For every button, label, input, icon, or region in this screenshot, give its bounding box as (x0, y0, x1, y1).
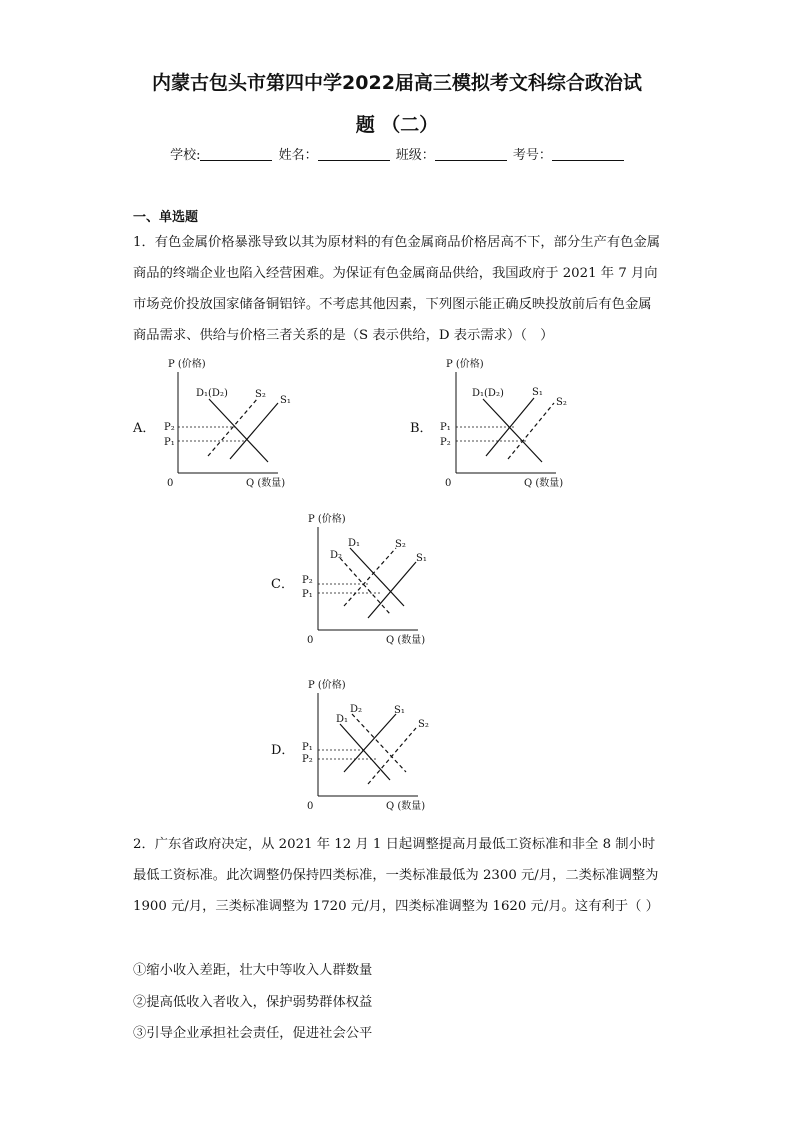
supply-label-s1: S₁ (416, 553, 427, 564)
id-blank[interactable] (552, 147, 624, 161)
demand-label-d1: D₁ (336, 714, 349, 725)
supply-label-s2: S₂ (556, 397, 567, 408)
supply-label-s2: S₂ (255, 389, 266, 400)
name-label: 姓名： (278, 148, 318, 163)
student-info-row (0, 144, 794, 163)
exam-title-line1: 内蒙古包头市第四中学2022届高三模拟考文科综合政治试 (152, 72, 642, 94)
school-blank[interactable] (200, 147, 272, 161)
option-b-letter[interactable]: B． (410, 421, 433, 436)
lower-price-label: P₂ (302, 754, 313, 765)
origin-label: 0 (167, 478, 174, 489)
upper-price-label: P₁ (302, 742, 313, 753)
option-a-graph (160, 355, 300, 490)
lower-price-label: P₁ (164, 437, 175, 448)
demand-label: D₁(D₂) (472, 388, 504, 399)
supply-curve-s1 (368, 562, 416, 618)
school-label: 学校: (170, 148, 201, 163)
origin-label: 0 (307, 801, 314, 812)
demand-label-d1: D₁ (348, 538, 361, 549)
option-d-graph (298, 676, 438, 811)
option-c-letter[interactable]: C． (271, 577, 294, 592)
section-heading: 一、单选题 (133, 210, 199, 225)
y-axis-label: P (价格) (168, 359, 206, 370)
question-2-text: 2．广东省政府决定，从 2021 年 12 月 1 日起调整提高月最低工资标准和非全 8 制小时最低工资标准。此次调整仍保持四类标准，一类标准最低为 2300 元/月，二类标准调整为 1900 元/月，三类标准调整为 1720 元/月，四类标准调整为 1620 元/月。这有利于（ ） (133, 837, 659, 914)
q2-option-3[interactable]: ③引导企业承担社会责任，促进社会公平 (133, 1026, 373, 1041)
id-label: 考号： (512, 148, 552, 163)
demand-label-d2: D₂ (350, 704, 363, 715)
supply-curve-s1 (230, 403, 278, 459)
supply-label-s1: S₁ (394, 705, 405, 716)
demand-curve-d1 (350, 548, 404, 606)
q2-option-1[interactable]: ①缩小收入差距，壮大中等收入人群数量 (133, 963, 373, 978)
origin-label: 0 (445, 478, 452, 489)
upper-price-label: P₁ (440, 422, 451, 433)
x-axis-label: Q (数量) (246, 478, 286, 489)
lower-price-label: P₂ (440, 437, 451, 448)
option-a-letter[interactable]: A． (133, 421, 156, 436)
demand-label-d2: D₂ (330, 550, 343, 561)
demand-curve-d1 (340, 724, 390, 780)
supply-label-s1: S₁ (532, 387, 543, 398)
question-1-text: 1．有色金属价格暴涨导致以其为原材料的有色金属商品价格居高不下，部分生产有色金属商品的终端企业也陷入经营困难。为保证有色金属商品供给，我国政府于 2021 年 7 月向市场竞价投放国家储备铜铝锌。不考虑其他因素，下列图示能正确反映投放前后有色金属商品需求、供给与价格三者关系的是（S 表示供给，D 表示需求）（ ） (133, 235, 661, 343)
supply-curve-s2 (344, 548, 396, 606)
option-c-graph (298, 510, 438, 645)
supply-label-s2: S₂ (395, 539, 406, 550)
x-axis-label: Q (数量) (524, 478, 564, 489)
demand-curve-d2 (340, 558, 390, 614)
x-axis-label: Q (数量) (386, 801, 426, 812)
supply-curve-s1 (344, 714, 396, 772)
lower-price-label: P₁ (302, 589, 313, 600)
origin-label: 0 (307, 635, 314, 646)
name-blank[interactable] (318, 147, 390, 161)
demand-curve (483, 399, 542, 462)
x-axis-label: Q (数量) (386, 635, 426, 646)
y-axis-label: P (价格) (308, 514, 346, 525)
y-axis-label: P (价格) (446, 359, 484, 370)
exam-title-line2: 题 （二） (355, 114, 439, 136)
class-blank[interactable] (435, 147, 507, 161)
demand-curve (209, 399, 268, 462)
class-label: 班级： (395, 148, 435, 163)
q2-option-2[interactable]: ②提高低收入者收入，保护弱势群体权益 (133, 995, 373, 1010)
demand-curve-d2 (352, 714, 406, 772)
upper-price-label: P₂ (302, 575, 313, 586)
supply-label-s2: S₂ (418, 719, 429, 730)
y-axis-label: P (价格) (308, 680, 346, 691)
option-d-letter[interactable]: D． (271, 743, 295, 758)
demand-label: D₁(D₂) (196, 388, 228, 399)
option-b-graph (438, 355, 578, 490)
upper-price-label: P₂ (164, 422, 175, 433)
supply-label-s1: S₁ (280, 395, 291, 406)
